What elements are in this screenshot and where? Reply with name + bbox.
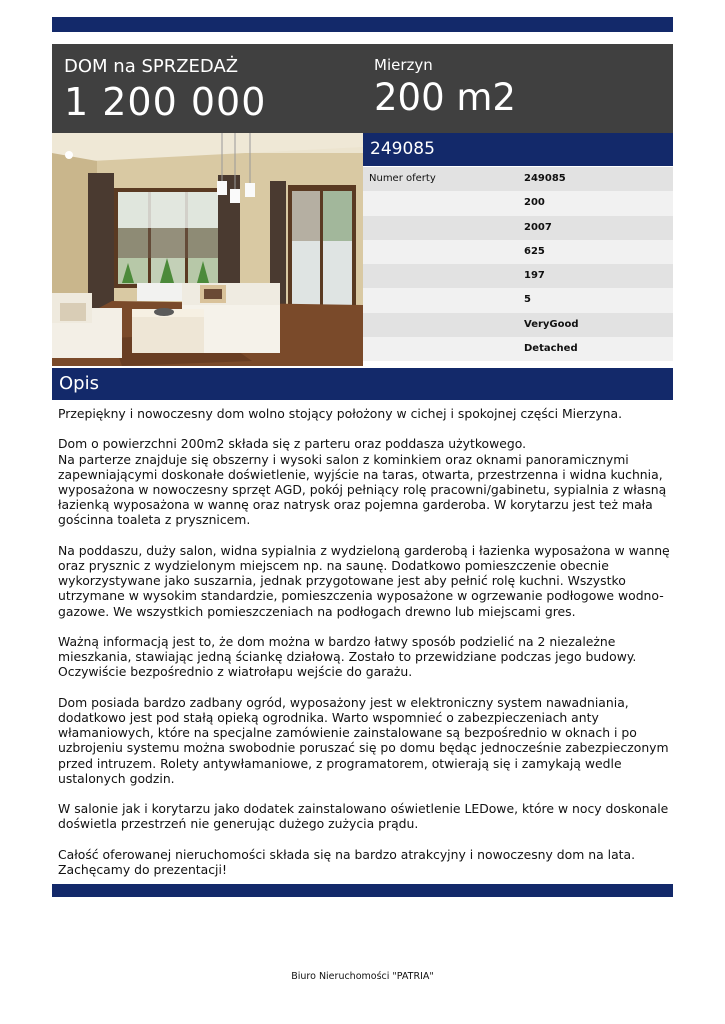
details-value: 5 (524, 294, 531, 306)
area: 200 m2 (374, 76, 516, 119)
details-row (363, 337, 673, 361)
details-value: 249085 (524, 173, 566, 184)
property-type: DOM na SPRZEDAŻ (64, 56, 239, 77)
description-paragraph: Dom o powierzchni 200m2 składa się z parteru oraz poddasza użytkowego. Na parterze znajduje się obszerny i wysoki salon z kominkiem oraz oknami panoramicznymi zapewniającymi doskonałe doświetlenie, wyjście na taras, otwarta, przestrzenna i widna kuchnia, wyposażona w nowoczesny sprzęt AGD, pokój pełniący rolę pracowni/gabinetu, sypialnia z własną łazienką wyposażona w wannę oraz natrysk oraz pojemna garderoba. W korytarzu jest też mała gościnna toaleta z prysznicem. (58, 436, 667, 528)
details-value: VeryGood (524, 318, 579, 330)
details-row (363, 191, 673, 215)
details-value: 197 (524, 270, 545, 282)
description-paragraph: Dom posiada bardzo zadbany ogród, wyposażony jest w elektroniczny system nawadniania, dodatkowo jest pod stałą opieką ogrodnika. Warto wspomnieć o zabezpieczeniach anty włamaniowych, które na specjalne zamówienie zainstalowane są bezpośrednio w oknach i po uzbrojeniu systemu można swobodnie poruszać się po domu będąc jednocześnie zabezpieczonym przed intruzem. Rolety antywłamaniowe, z programatorem, otwierają się i zamykają wedle ustalonych godzin. (58, 694, 669, 786)
description-paragraph: W salonie jak i korytarzu jako dodatek zainstalowano oświetlenie LEDowe, które w nocy doskonale doświetla przestrzeń nie generując dużego zużycia prądu. (58, 801, 669, 832)
details-row (363, 240, 673, 264)
description-heading: Opis (52, 368, 673, 400)
details-value: Detached (524, 343, 578, 355)
details-row (363, 264, 673, 288)
details-value: 200 (524, 197, 545, 209)
description-paragraph: Całość oferowanej nieruchomości składa się na bardzo atrakcyjny i nowoczesny dom na lata. Zachęcamy do prezentacji! (58, 846, 636, 877)
details-table (363, 167, 673, 361)
details-value: 625 (524, 245, 545, 257)
top-accent-bar (52, 17, 673, 32)
city: Mierzyn (374, 56, 433, 74)
offer-number-heading: 249085 (363, 133, 673, 166)
details-value: 2007 (524, 221, 552, 233)
description-body (58, 406, 670, 892)
property-photo (52, 133, 363, 366)
details-row (363, 288, 673, 312)
description-paragraph: Ważną informacją jest to, że dom można w bardzo łatwy sposób podzielić na 2 niezależne mieszkania, stawiając jedną ściankę działową. Zostało to przewidziane podczas jego budowy. Oczywiście bezpośrednio z wiatrołapu wejście do garażu. (58, 634, 637, 680)
listing-header (52, 44, 673, 133)
description-paragraph: Na poddaszu, duży salon, widna sypialnia z wydzieloną garderobą i łazienka wyposażona w wannę oraz prysznic z wydzielonym miejscem np. na saunę. Dodatkowo pomieszczenie obecnie wykorzystywane jako suszarnia, jednak przygotowane jest aby pełnić rolę kuchni. Wszystko utrzymane w wysokim standardzie, pomieszczenia wyposażone w ogrzewanie podłogowe wodno-gazowe. We wszystkich pomieszczeniach na podłogach drewno lub miejscami gres. (58, 542, 670, 619)
agency-footer: Biuro Nieruchomości "PATRIA" (291, 971, 434, 982)
bottom-accent-bar (52, 884, 673, 897)
description-paragraph: Przepiękny i nowoczesny dom wolno stojący położony w cichej i spokojnej części Mierzyna. (58, 406, 623, 421)
details-row (363, 167, 673, 191)
price: 1 200 000 (64, 80, 267, 124)
details-row (363, 216, 673, 240)
details-label: Numer oferty (369, 173, 436, 184)
details-row (363, 313, 673, 337)
